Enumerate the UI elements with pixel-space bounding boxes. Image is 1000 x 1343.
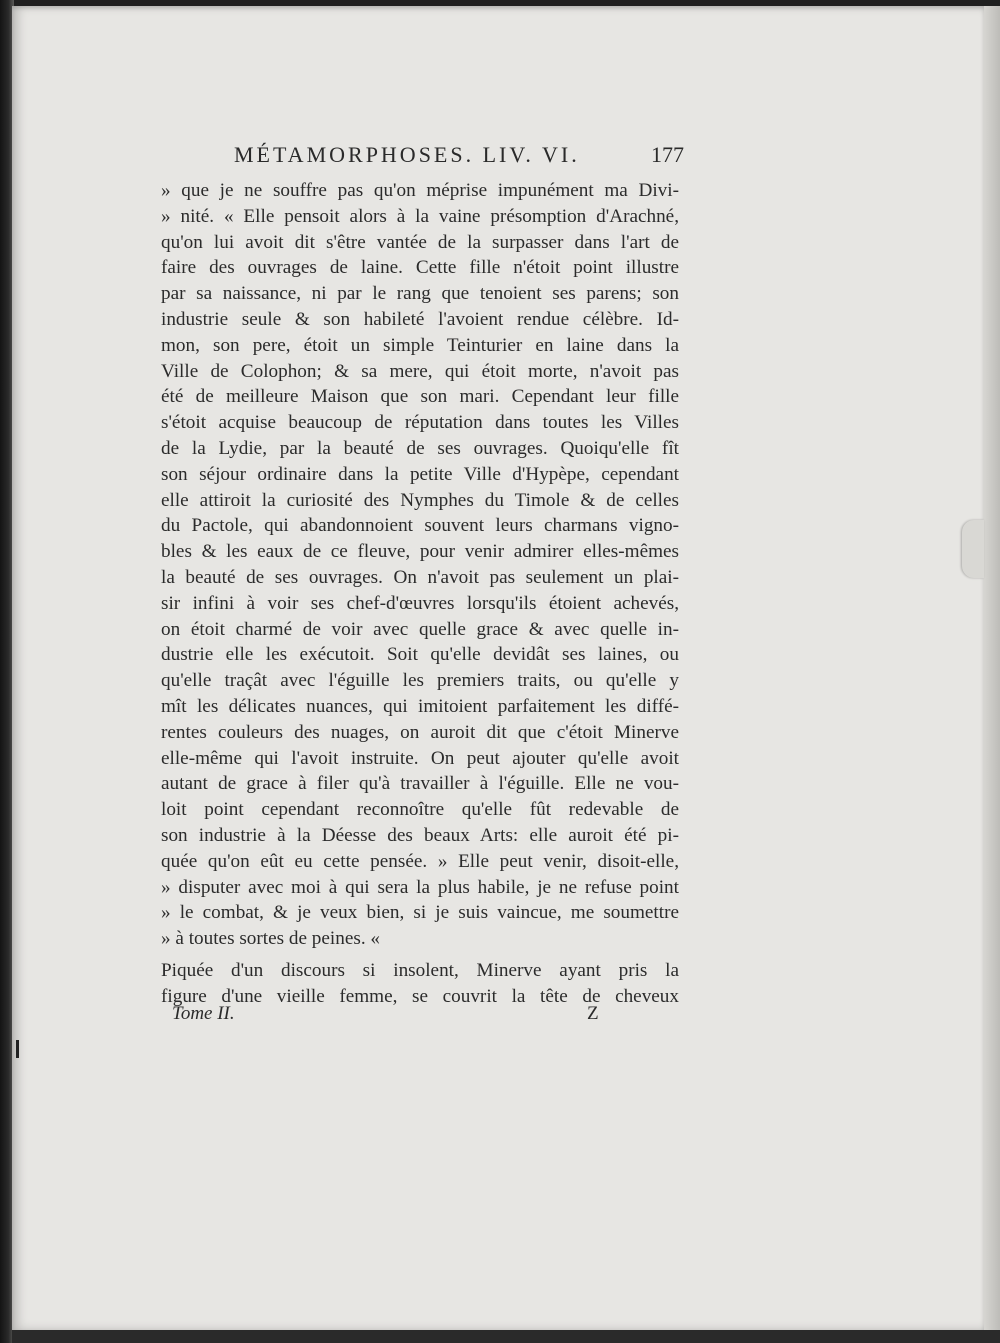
text-line: de la Lydie, par la beauté de ses ouvrages. Quoiqu'elle fît [161,437,679,459]
text-line: été de meilleure Maison que son mari. Cependant leur fille [161,386,679,408]
text-line: s'étoit acquise beaucoup de réputation dans toutes les Villes [161,412,679,434]
text-line: industrie seule & son habileté l'avoient rendue célèbre. Id- [161,308,679,330]
text-line: bles & les eaux de ce fleuve, pour venir admirer elles-mêmes [161,541,679,563]
text-line: son séjour ordinaire dans la petite Ville d'Hypèpe, cependant [161,463,679,485]
text-line: quée qu'on eût eu cette pensée. » Elle peut venir, disoit-elle, [161,850,679,872]
signature-mark: Z [587,1003,599,1024]
text-line: figure d'une vieille femme, se couvrit la tête de cheveux [161,985,679,1007]
text-line: rentes couleurs des nuages, on auroit dit que c'étoit Minerve [161,721,679,743]
text-line: elle attiroit la curiosité des Nymphes du Timole & de celles [161,489,679,511]
scan-bottom-edge [12,1330,1000,1343]
running-title: MÉTAMORPHOSES. LIV. VI. [234,142,580,167]
paragraph-start-line: Piquée d'un discours si insolent, Minerve ayant pris la [161,959,679,981]
page-number: 177 [651,142,684,167]
text-line: qu'elle traçât avec l'éguille les premiers traits, ou qu'elle y [161,670,679,692]
text-line: son industrie à la Déesse des beaux Arts: elle auroit été pi- [161,824,679,846]
text-line: » nité. « Elle pensoit alors à la vaine présomption d'Arachné, [161,205,679,227]
text-line: la beauté de ses ouvrages. On n'avoit pas seulement un plai- [161,566,679,588]
text-line: » à toutes sortes de peines. « [161,928,381,950]
text-line: elle-même qui l'avoit instruite. On peut ajouter qu'elle avoit [161,747,679,769]
text-line: Ville de Colophon; & sa mere, qui étoit morte, n'avoit pas [161,360,679,382]
text-line: mon, son pere, étoit un simple Teinturier en laine dans la [161,334,679,356]
text-line: loit point cependant reconnoître qu'elle fût redevable de [161,799,679,821]
text-line: autant de grace à filer qu'à travailler à l'éguille. Elle ne vou- [161,773,679,795]
text-line: on étoit charmé de voir avec quelle grace & avec quelle in- [161,618,679,640]
spine-mark [16,1040,19,1058]
text-line: mît les délicates nuances, qui imitoient parfaitement les diffé- [161,695,679,717]
page-tab-marker [962,520,984,578]
text-line: » que je ne souffre pas qu'on méprise impunément ma Divi- [161,180,679,201]
text-line: du Pactole, qui abandonnoient souvent leurs charmans vigno- [161,515,679,537]
text-line: faire des ouvrages de laine. Cette fille n'étoit point illustre [161,257,679,279]
page-fore-edge [984,6,1000,1343]
text-line: dustrie elle les exécutoit. Soit qu'elle devidât ses laines, ou [161,644,679,666]
page-footer [172,1003,602,1029]
page-header [234,142,684,172]
volume-label: Tome II. [172,1003,235,1024]
text-line: » disputer avec moi à qui sera la plus habile, je ne refuse point [161,876,679,898]
text-line: qu'on lui avoit dit s'être vantée de la surpasser dans l'art de [161,231,679,253]
body-text [161,178,679,1010]
text-line: » le combat, & je veux bien, si je suis vaincue, me soumettre [161,902,679,924]
text-line: sir infini à voir ses chef-d'œuvres lorsqu'ils étoient achevés, [161,592,679,614]
text-line: par sa naissance, ni par le rang que tenoient ses parens; son [161,283,679,305]
